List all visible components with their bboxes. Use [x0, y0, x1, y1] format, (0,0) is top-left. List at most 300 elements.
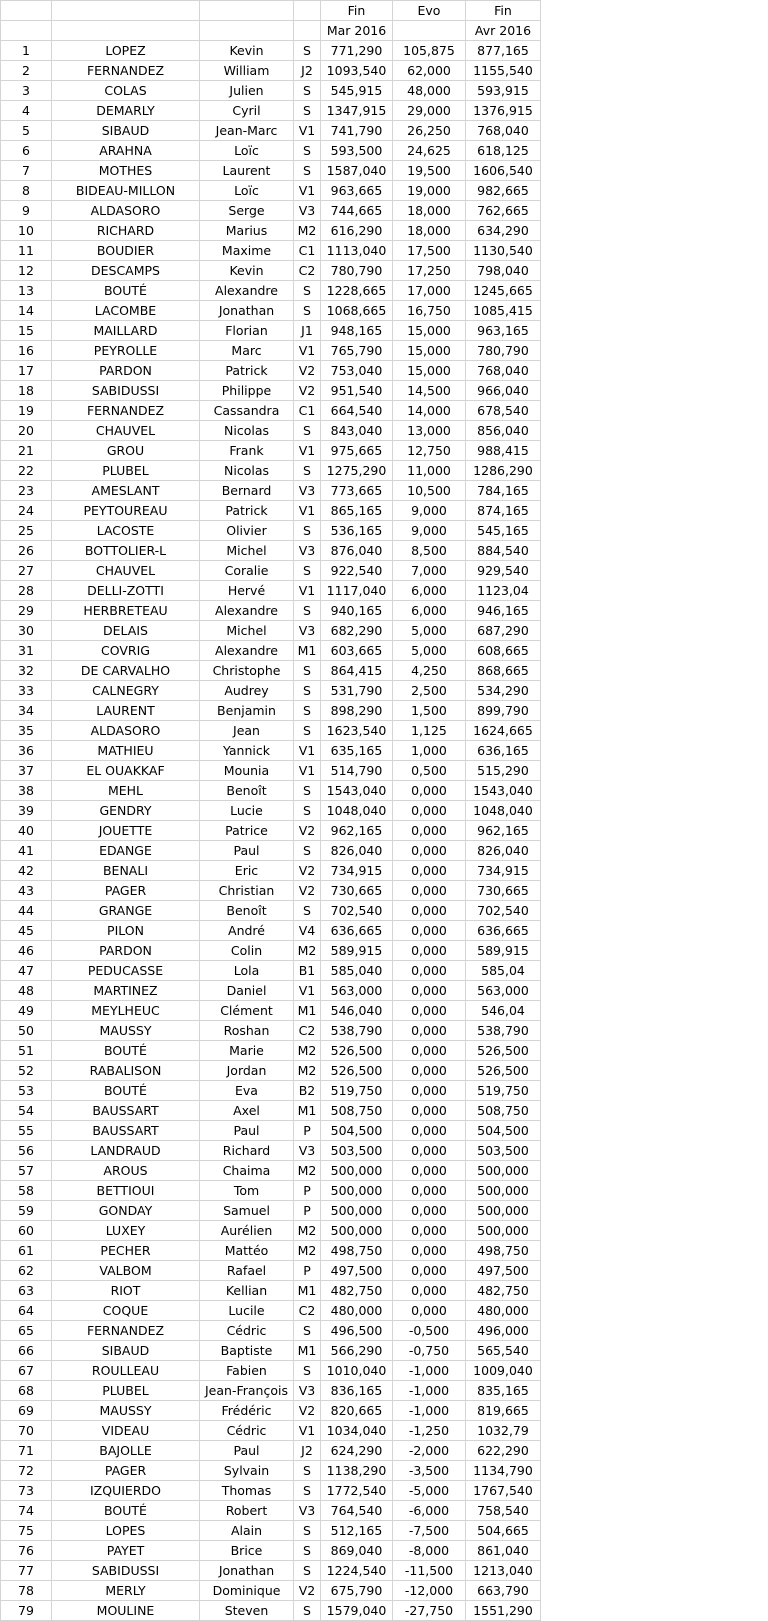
rank-cell: 48: [1, 981, 52, 1001]
firstname-cell: Jonathan: [200, 301, 294, 321]
firstname-cell: Michel: [200, 621, 294, 641]
category-cell: V4: [294, 921, 321, 941]
firstname-cell: Christian: [200, 881, 294, 901]
firstname-cell: André: [200, 921, 294, 941]
rank-cell: 36: [1, 741, 52, 761]
table-row: [1, 141, 541, 161]
table-row: [1, 161, 541, 181]
firstname-cell: Jean-François: [200, 1381, 294, 1401]
table-row: [1, 1421, 541, 1441]
evo-cell: 15,000: [393, 321, 466, 341]
fin-mar-cell: 764,540: [321, 1501, 393, 1521]
fin-avr-cell: 546,04: [466, 1001, 541, 1021]
evo-cell: 0,000: [393, 961, 466, 981]
fin-mar-cell: 514,790: [321, 761, 393, 781]
lastname-cell: PAYET: [52, 1541, 200, 1561]
category-cell: S: [294, 1361, 321, 1381]
rank-cell: 58: [1, 1181, 52, 1201]
lastname-cell: PARDON: [52, 361, 200, 381]
rank-cell: 6: [1, 141, 52, 161]
fin-avr-cell: 856,040: [466, 421, 541, 441]
evo-cell: 17,000: [393, 281, 466, 301]
evo-cell: 18,000: [393, 201, 466, 221]
firstname-cell: Serge: [200, 201, 294, 221]
table-row: [1, 1381, 541, 1401]
fin-avr-cell: 758,540: [466, 1501, 541, 1521]
rank-cell: 66: [1, 1341, 52, 1361]
category-cell: V3: [294, 1381, 321, 1401]
evo-cell: 11,000: [393, 461, 466, 481]
firstname-cell: Marie: [200, 1041, 294, 1061]
firstname-cell: Brice: [200, 1541, 294, 1561]
header-row-2: [1, 21, 541, 41]
category-cell: C2: [294, 1021, 321, 1041]
firstname-cell: Alexandre: [200, 281, 294, 301]
evo-cell: 0,000: [393, 781, 466, 801]
evo-cell: 7,000: [393, 561, 466, 581]
fin-avr-cell: 1245,665: [466, 281, 541, 301]
fin-avr-cell: 503,500: [466, 1141, 541, 1161]
table-row: [1, 1281, 541, 1301]
evo-cell: 0,000: [393, 1001, 466, 1021]
category-cell: V2: [294, 821, 321, 841]
category-cell: M1: [294, 641, 321, 661]
table-row: [1, 1181, 541, 1201]
fin-avr-cell: 687,290: [466, 621, 541, 641]
fin-mar-cell: 563,000: [321, 981, 393, 1001]
lastname-cell: BAJOLLE: [52, 1441, 200, 1461]
fin-mar-cell: 497,500: [321, 1261, 393, 1281]
rank-cell: 25: [1, 521, 52, 541]
lastname-cell: BOTTOLIER-L: [52, 541, 200, 561]
table-row: [1, 1061, 541, 1081]
fin-mar-cell: 1347,915: [321, 101, 393, 121]
firstname-cell: Coralie: [200, 561, 294, 581]
fin-mar-cell: 616,290: [321, 221, 393, 241]
evo-cell: -12,000: [393, 1581, 466, 1601]
evo-cell: 0,000: [393, 1181, 466, 1201]
table-row: [1, 421, 541, 441]
fin-mar-cell: 504,500: [321, 1121, 393, 1141]
rank-cell: 61: [1, 1241, 52, 1261]
firstname-cell: Alain: [200, 1521, 294, 1541]
firstname-cell: Audrey: [200, 681, 294, 701]
table-row: [1, 281, 541, 301]
firstname-cell: Jean: [200, 721, 294, 741]
fin-avr-cell: 1543,040: [466, 781, 541, 801]
fin-mar-cell: 482,750: [321, 1281, 393, 1301]
firstname-cell: Frédéric: [200, 1401, 294, 1421]
lastname-cell: MEHL: [52, 781, 200, 801]
firstname-cell: Fabien: [200, 1361, 294, 1381]
evo-cell: 1,125: [393, 721, 466, 741]
category-cell: P: [294, 1261, 321, 1281]
lastname-cell: VIDEAU: [52, 1421, 200, 1441]
rank-cell: 10: [1, 221, 52, 241]
category-cell: M2: [294, 1161, 321, 1181]
fin-mar-cell: 702,540: [321, 901, 393, 921]
evo-cell: 0,000: [393, 1281, 466, 1301]
rank-cell: 69: [1, 1401, 52, 1421]
fin-mar-cell: 753,040: [321, 361, 393, 381]
evo-cell: 14,500: [393, 381, 466, 401]
fin-avr-cell: 946,165: [466, 601, 541, 621]
category-cell: V1: [294, 741, 321, 761]
category-cell: S: [294, 161, 321, 181]
table-row: [1, 721, 541, 741]
lastname-cell: LAURENT: [52, 701, 200, 721]
firstname-cell: Nicolas: [200, 461, 294, 481]
evo-cell: 0,000: [393, 901, 466, 921]
firstname-cell: Jonathan: [200, 1561, 294, 1581]
lastname-cell: GENDRY: [52, 801, 200, 821]
fin-avr-cell: 618,125: [466, 141, 541, 161]
firstname-cell: Mounia: [200, 761, 294, 781]
firstname-cell: Lucie: [200, 801, 294, 821]
category-cell: S: [294, 421, 321, 441]
lastname-cell: EL OUAKKAF: [52, 761, 200, 781]
lastname-cell: RICHARD: [52, 221, 200, 241]
category-cell: S: [294, 281, 321, 301]
fin-mar-cell: 664,540: [321, 401, 393, 421]
fin-mar-cell: 538,790: [321, 1021, 393, 1041]
fin-avr-cell: 622,290: [466, 1441, 541, 1461]
fin-mar-cell: 922,540: [321, 561, 393, 581]
fin-avr-cell: 526,500: [466, 1041, 541, 1061]
table-row: [1, 341, 541, 361]
fin-mar-cell: 512,165: [321, 1521, 393, 1541]
fin-avr-cell: 1767,540: [466, 1481, 541, 1501]
fin-mar-cell: 734,915: [321, 861, 393, 881]
lastname-cell: PLUBEL: [52, 461, 200, 481]
evo-cell: 10,500: [393, 481, 466, 501]
lastname-cell: FERNANDEZ: [52, 1321, 200, 1341]
evo-cell: 0,000: [393, 1041, 466, 1061]
category-cell: S: [294, 1561, 321, 1581]
firstname-cell: Nicolas: [200, 421, 294, 441]
lastname-cell: RIOT: [52, 1281, 200, 1301]
fin-avr-cell: 826,040: [466, 841, 541, 861]
evo-cell: 19,000: [393, 181, 466, 201]
fin-avr-cell: 1624,665: [466, 721, 541, 741]
table-row: [1, 461, 541, 481]
table-row: [1, 1501, 541, 1521]
category-cell: V1: [294, 341, 321, 361]
fin-avr-cell: 504,665: [466, 1521, 541, 1541]
category-cell: S: [294, 681, 321, 701]
firstname-cell: William: [200, 61, 294, 81]
firstname-cell: Kellian: [200, 1281, 294, 1301]
lastname-cell: PILON: [52, 921, 200, 941]
rank-cell: 72: [1, 1461, 52, 1481]
category-cell: S: [294, 721, 321, 741]
header-evo-label: Evo: [393, 1, 466, 21]
rank-cell: 41: [1, 841, 52, 861]
lastname-cell: AROUS: [52, 1161, 200, 1181]
rank-cell: 71: [1, 1441, 52, 1461]
lastname-cell: LACOMBE: [52, 301, 200, 321]
evo-cell: 15,000: [393, 341, 466, 361]
evo-cell: -0,500: [393, 1321, 466, 1341]
table-row: [1, 101, 541, 121]
fin-avr-cell: 1155,540: [466, 61, 541, 81]
category-cell: V3: [294, 1501, 321, 1521]
rank-cell: 56: [1, 1141, 52, 1161]
fin-avr-cell: 768,040: [466, 121, 541, 141]
evo-cell: 9,000: [393, 521, 466, 541]
fin-mar-cell: 826,040: [321, 841, 393, 861]
table-row: [1, 1441, 541, 1461]
lastname-cell: COQUE: [52, 1301, 200, 1321]
rank-cell: 53: [1, 1081, 52, 1101]
fin-avr-cell: 608,665: [466, 641, 541, 661]
evo-cell: 0,000: [393, 941, 466, 961]
fin-avr-cell: 515,290: [466, 761, 541, 781]
evo-cell: 0,000: [393, 1121, 466, 1141]
fin-mar-cell: 1093,540: [321, 61, 393, 81]
fin-mar-cell: 1048,040: [321, 801, 393, 821]
evo-cell: -1,000: [393, 1361, 466, 1381]
rank-cell: 44: [1, 901, 52, 921]
firstname-cell: Yannick: [200, 741, 294, 761]
firstname-cell: Patrice: [200, 821, 294, 841]
fin-avr-cell: 498,750: [466, 1241, 541, 1261]
evo-cell: 4,250: [393, 661, 466, 681]
fin-avr-cell: 500,000: [466, 1201, 541, 1221]
header-fin-label: Fin: [321, 1, 393, 21]
fin-mar-cell: 589,915: [321, 941, 393, 961]
category-cell: S: [294, 701, 321, 721]
lastname-cell: BOUTÉ: [52, 1081, 200, 1101]
evo-cell: -8,000: [393, 1541, 466, 1561]
category-cell: V2: [294, 1581, 321, 1601]
category-cell: V1: [294, 181, 321, 201]
table-row: [1, 201, 541, 221]
firstname-cell: Philippe: [200, 381, 294, 401]
rank-cell: 45: [1, 921, 52, 941]
category-cell: P: [294, 1181, 321, 1201]
category-cell: V3: [294, 1141, 321, 1161]
category-cell: M1: [294, 1281, 321, 1301]
fin-mar-cell: 948,165: [321, 321, 393, 341]
category-cell: V2: [294, 881, 321, 901]
fin-mar-cell: 675,790: [321, 1581, 393, 1601]
evo-cell: -5,000: [393, 1481, 466, 1501]
firstname-cell: Thomas: [200, 1481, 294, 1501]
lastname-cell: PEDUCASSE: [52, 961, 200, 981]
table-row: [1, 1521, 541, 1541]
fin-mar-cell: 636,665: [321, 921, 393, 941]
lastname-cell: DESCAMPS: [52, 261, 200, 281]
rank-cell: 67: [1, 1361, 52, 1381]
rank-cell: 5: [1, 121, 52, 141]
firstname-cell: Alexandre: [200, 601, 294, 621]
rank-cell: 19: [1, 401, 52, 421]
rank-cell: 18: [1, 381, 52, 401]
table-row: [1, 681, 541, 701]
lastname-cell: JOUETTE: [52, 821, 200, 841]
fin-avr-cell: 519,750: [466, 1081, 541, 1101]
firstname-cell: Maxime: [200, 241, 294, 261]
table-row: [1, 1541, 541, 1561]
rank-cell: 29: [1, 601, 52, 621]
table-row: [1, 81, 541, 101]
fin-mar-cell: 1228,665: [321, 281, 393, 301]
table-row: [1, 1361, 541, 1381]
fin-mar-cell: 730,665: [321, 881, 393, 901]
category-cell: V1: [294, 121, 321, 141]
evo-cell: 0,000: [393, 1161, 466, 1181]
evo-cell: 16,750: [393, 301, 466, 321]
rank-cell: 23: [1, 481, 52, 501]
rank-cell: 76: [1, 1541, 52, 1561]
lastname-cell: SABIDUSSI: [52, 1561, 200, 1581]
fin-avr-cell: 762,665: [466, 201, 541, 221]
rank-cell: 43: [1, 881, 52, 901]
firstname-cell: Florian: [200, 321, 294, 341]
table-row: [1, 1161, 541, 1181]
firstname-cell: Tom: [200, 1181, 294, 1201]
fin-avr-cell: 593,915: [466, 81, 541, 101]
rank-cell: 37: [1, 761, 52, 781]
rank-cell: 35: [1, 721, 52, 741]
lastname-cell: DELAIS: [52, 621, 200, 641]
evo-cell: 0,000: [393, 1081, 466, 1101]
firstname-cell: Marius: [200, 221, 294, 241]
table-row: [1, 1141, 541, 1161]
lastname-cell: MOULINE: [52, 1601, 200, 1621]
fin-avr-cell: 929,540: [466, 561, 541, 581]
fin-avr-cell: 663,790: [466, 1581, 541, 1601]
header-cell: [200, 21, 294, 41]
table-row: [1, 1321, 541, 1341]
firstname-cell: Paul: [200, 841, 294, 861]
category-cell: S: [294, 41, 321, 61]
table-row: [1, 221, 541, 241]
firstname-cell: Cyril: [200, 101, 294, 121]
category-cell: V2: [294, 1401, 321, 1421]
table-row: [1, 581, 541, 601]
firstname-cell: Roshan: [200, 1021, 294, 1041]
fin-avr-cell: 884,540: [466, 541, 541, 561]
category-cell: J2: [294, 1441, 321, 1461]
fin-avr-cell: 500,000: [466, 1161, 541, 1181]
fin-avr-cell: 480,000: [466, 1301, 541, 1321]
rank-cell: 30: [1, 621, 52, 641]
fin-mar-cell: 526,500: [321, 1061, 393, 1081]
category-cell: P: [294, 1121, 321, 1141]
lastname-cell: BETTIOUI: [52, 1181, 200, 1201]
table-row: [1, 121, 541, 141]
fin-avr-cell: 538,790: [466, 1021, 541, 1041]
header-fin-label: Fin: [466, 1, 541, 21]
fin-avr-cell: 500,000: [466, 1181, 541, 1201]
lastname-cell: CALNEGRY: [52, 681, 200, 701]
lastname-cell: FERNANDEZ: [52, 401, 200, 421]
fin-mar-cell: 836,165: [321, 1381, 393, 1401]
fin-mar-cell: 975,665: [321, 441, 393, 461]
table-row: [1, 241, 541, 261]
table-row: [1, 41, 541, 61]
category-cell: J2: [294, 61, 321, 81]
table-row: [1, 1021, 541, 1041]
lastname-cell: PARDON: [52, 941, 200, 961]
lastname-cell: BOUTÉ: [52, 1041, 200, 1061]
table-row: [1, 941, 541, 961]
lastname-cell: SIBAUD: [52, 1341, 200, 1361]
table-row: [1, 781, 541, 801]
fin-mar-cell: 744,665: [321, 201, 393, 221]
table-row: [1, 1301, 541, 1321]
rank-cell: 13: [1, 281, 52, 301]
fin-avr-cell: 500,000: [466, 1221, 541, 1241]
rank-cell: 63: [1, 1281, 52, 1301]
firstname-cell: Steven: [200, 1601, 294, 1621]
category-cell: V1: [294, 581, 321, 601]
fin-avr-cell: 966,040: [466, 381, 541, 401]
firstname-cell: Laurent: [200, 161, 294, 181]
firstname-cell: Paul: [200, 1121, 294, 1141]
firstname-cell: Robert: [200, 1501, 294, 1521]
fin-avr-cell: 798,040: [466, 261, 541, 281]
fin-avr-cell: 534,290: [466, 681, 541, 701]
fin-mar-cell: 843,040: [321, 421, 393, 441]
category-cell: M1: [294, 1101, 321, 1121]
category-cell: M2: [294, 1061, 321, 1081]
fin-mar-cell: 765,790: [321, 341, 393, 361]
fin-avr-cell: 1130,540: [466, 241, 541, 261]
category-cell: C2: [294, 1301, 321, 1321]
category-cell: S: [294, 101, 321, 121]
evo-cell: 0,000: [393, 1141, 466, 1161]
fin-avr-cell: 1032,79: [466, 1421, 541, 1441]
fin-mar-cell: 566,290: [321, 1341, 393, 1361]
header-cell: [1, 21, 52, 41]
fin-mar-cell: 1587,040: [321, 161, 393, 181]
firstname-cell: Marc: [200, 341, 294, 361]
category-cell: V2: [294, 861, 321, 881]
table-row: [1, 1081, 541, 1101]
fin-avr-cell: 636,165: [466, 741, 541, 761]
rank-cell: 57: [1, 1161, 52, 1181]
fin-mar-cell: 531,790: [321, 681, 393, 701]
rank-cell: 8: [1, 181, 52, 201]
fin-avr-cell: 988,415: [466, 441, 541, 461]
category-cell: M2: [294, 221, 321, 241]
evo-cell: 29,000: [393, 101, 466, 121]
fin-mar-cell: 624,290: [321, 1441, 393, 1461]
rank-cell: 78: [1, 1581, 52, 1601]
category-cell: S: [294, 901, 321, 921]
table-row: [1, 441, 541, 461]
fin-mar-cell: 865,165: [321, 501, 393, 521]
evo-cell: 1,000: [393, 741, 466, 761]
rank-cell: 9: [1, 201, 52, 221]
firstname-cell: Benoît: [200, 781, 294, 801]
rank-cell: 60: [1, 1221, 52, 1241]
table-row: [1, 521, 541, 541]
table-row: [1, 1221, 541, 1241]
firstname-cell: Benjamin: [200, 701, 294, 721]
table-row: [1, 921, 541, 941]
table-row: [1, 1241, 541, 1261]
table-row: [1, 1041, 541, 1061]
lastname-cell: BIDEAU-MILLON: [52, 181, 200, 201]
fin-mar-cell: 500,000: [321, 1181, 393, 1201]
lastname-cell: PAGER: [52, 881, 200, 901]
rank-cell: 33: [1, 681, 52, 701]
fin-mar-cell: 1579,040: [321, 1601, 393, 1621]
